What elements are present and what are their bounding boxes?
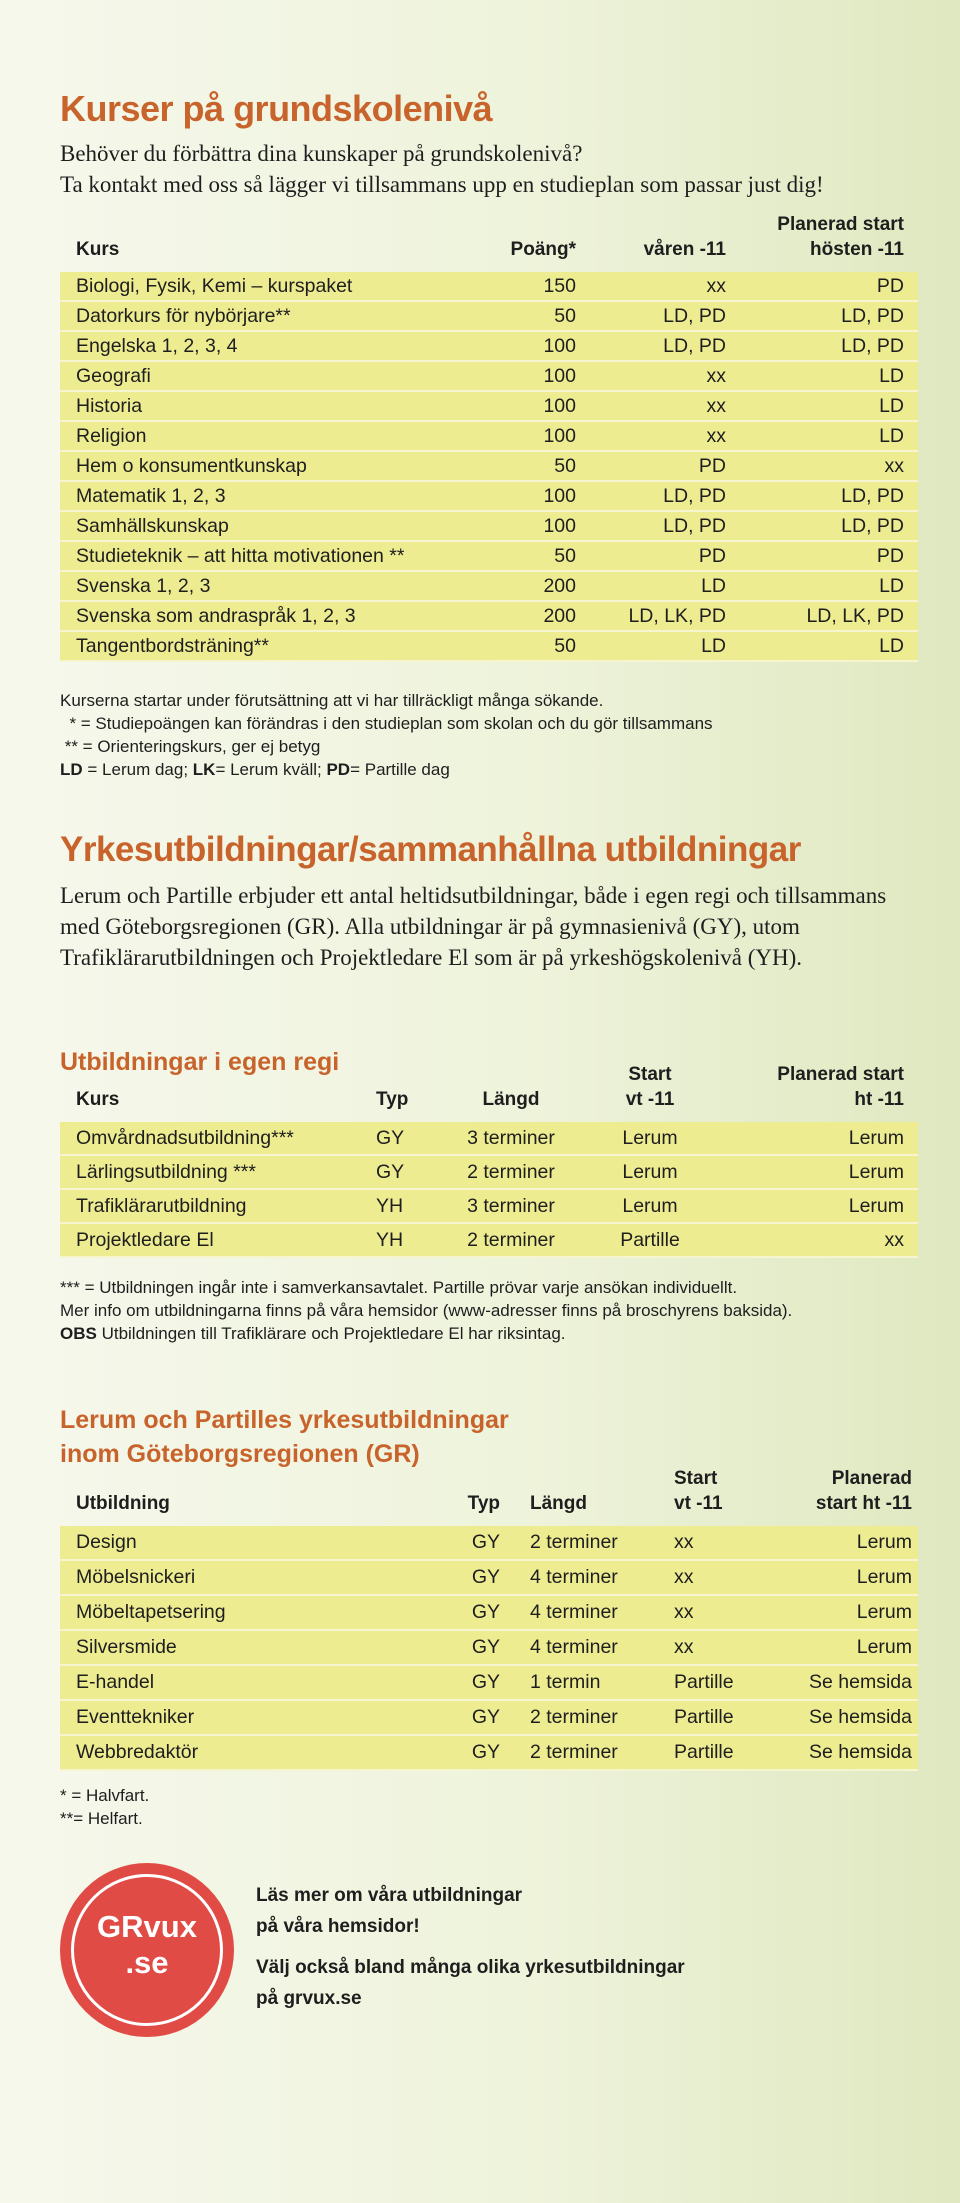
table-header-row [60,1062,918,1122]
col-header-planerad [768,1466,918,1526]
table-cell: xx [740,451,918,481]
table-cell: Tangentbordsträning** [60,631,480,661]
table-row [60,1735,918,1770]
table-cell: Eventtekniker [60,1700,444,1735]
obs-text: Utbildningen till Trafiklärare och Projektledare El har riksintag. [96,1324,566,1343]
abbr-lk: LK [192,760,216,779]
table-cell: LD [740,361,918,391]
table-row [60,301,918,331]
abbr-ld: LD [60,760,83,779]
col-header-planerad-line1: Planerad start [777,214,904,235]
section2-notes [60,1276,792,1345]
table-cell: GY [444,1526,514,1560]
section2-subtitle: Utbildningar i egen regi [60,1048,340,1076]
col-header-start-line2: vt -11 [625,1089,675,1110]
grvux-logo[interactable] [60,1863,234,2037]
table-cell: PD [740,272,918,301]
section1-notes [60,689,713,781]
table-cell: xx [658,1630,768,1665]
col-header-start-line1: Start [674,1468,718,1489]
table-cell: xx [718,1223,918,1257]
table-cell: Se hemsida [768,1665,918,1700]
col-header-utbildning: Utbildning [76,1493,170,1514]
table-cell: LD, PD [740,511,918,541]
col-header-kurs: Kurs [76,239,120,260]
table-cell: 100 [480,421,590,451]
note-orientering: ** = Orienteringskurs, ger ej betyg [60,737,321,756]
col-header-langd: Längd [482,1089,540,1110]
table-row [60,1560,918,1595]
promo-line2: på våra hemsidor! [256,1916,420,1937]
table-cell: Lerum [768,1595,918,1630]
table-cell: Engelska 1, 2, 3, 4 [60,331,480,361]
table-cell: Religion [60,421,480,451]
table-cell: YH [360,1223,440,1257]
table-cell: xx [658,1560,768,1595]
table-cell: Möbelsnickeri [60,1560,444,1595]
table-cell: LD [740,571,918,601]
table-cell: Matematik 1, 2, 3 [60,481,480,511]
table-cell: 200 [480,601,590,631]
abbr-pd: PD [326,760,351,779]
table-cell: 2 terminer [514,1526,658,1560]
col-header-planerad-line2: hösten -11 [810,239,904,260]
table-cell: 50 [480,631,590,661]
table-cell: LD [740,391,918,421]
table-cell: Hem o konsumentkunskap [60,451,480,481]
table-cell: Svenska 1, 2, 3 [60,571,480,601]
table-cell: LD, PD [590,511,740,541]
col-header-langd: Längd [530,1493,587,1514]
table-cell: Lerum [580,1155,718,1189]
col-header-varen: våren -11 [643,239,726,260]
table-cell: 100 [480,331,590,361]
table-cell: Datorkurs för nybörjare** [60,301,480,331]
table-cell: 4 terminer [514,1560,658,1595]
table-cell: Möbeltapetsering [60,1595,444,1630]
table-cell: Studieteknik – att hitta motivationen ** [60,541,480,571]
col-header-start-line2: vt -11 [674,1493,723,1514]
note-helfart: **= Helfart. [60,1809,143,1828]
table-cell: xx [590,391,740,421]
table-cell: Silversmide [60,1630,444,1665]
table-cell: LD, PD [590,301,740,331]
table-cell: PD [590,451,740,481]
section1-title: Kurser på grundskolenivå [60,88,493,129]
table-cell: YH [360,1189,440,1223]
table-cell: GY [444,1735,514,1770]
grundskola-course-table [60,212,918,662]
table-cell: 100 [480,511,590,541]
table-cell: Lerum [768,1526,918,1560]
table-row [60,481,918,511]
table-cell: Partille [658,1665,768,1700]
table-cell: xx [658,1595,768,1630]
note-studiepoang: * = Studiepoängen kan förändras i den studieplan som skolan och du gör tillsammans [60,714,713,733]
promo-line1: Läs mer om våra utbildningar [256,1885,523,1906]
table-cell: 3 terminer [440,1189,580,1223]
table-cell: 100 [480,391,590,421]
table-cell: 4 terminer [514,1595,658,1630]
col-header-planerad-line1: Planerad start [777,1064,904,1085]
table-cell: xx [590,272,740,301]
table-cell: PD [740,541,918,571]
col-header-kurs: Kurs [76,1089,120,1110]
table-row [60,1526,918,1560]
col-header-planerad [740,212,918,272]
table-cell: 50 [480,451,590,481]
abbr-ld-text: = Lerum dag; [82,760,193,779]
table-cell: Se hemsida [768,1700,918,1735]
table-row [60,511,918,541]
table-cell: 150 [480,272,590,301]
section1-intro [60,138,824,200]
table-cell: Geografi [60,361,480,391]
table-cell: LD, PD [590,331,740,361]
section3-title-line2: inom Göteborgsregionen (GR) [60,1440,420,1468]
table-cell: Historia [60,391,480,421]
table-row [60,1122,918,1155]
table-cell: Design [60,1526,444,1560]
table-cell: GY [444,1700,514,1735]
table-cell: GY [444,1560,514,1595]
col-header-planerad-line2: ht -11 [854,1089,904,1110]
table-cell: LD, PD [590,481,740,511]
table-cell: Trafiklärarutbildning [60,1189,360,1223]
section2-title: Yrkesutbildningar/sammanhållna utbildningar [60,830,801,869]
section1-intro-line2: Ta kontakt med oss så lägger vi tillsammans upp en studieplan som passar just dig! [60,172,824,197]
table-cell: LD, PD [740,301,918,331]
grundskola-course-rows [60,272,918,661]
table-row [60,1595,918,1630]
note-samverkansavtal: *** = Utbildningen ingår inte i samverkansavtalet. Partille prövar varje ansökan individuellt. [60,1278,738,1297]
table-cell: Lerum [718,1189,918,1223]
col-header-poang: Poäng* [510,239,576,260]
table-cell: LD, PD [740,331,918,361]
col-header-typ: Typ [376,1089,409,1110]
table-cell: Omvårdnadsutbildning*** [60,1122,360,1155]
table-row [60,361,918,391]
table-cell: LD [740,631,918,661]
table-cell: 1 termin [514,1665,658,1700]
table-cell: 3 terminer [440,1122,580,1155]
logo-line2: .se [125,1945,169,1980]
table-cell: Lerum [768,1560,918,1595]
section3-title [60,1403,509,1471]
note-mer-info: Mer info om utbildningarna finns på våra hemsidor (www-adresser finns på broschyrens baksida). [60,1301,793,1320]
table-row [60,1665,918,1700]
table-row [60,631,918,661]
table-row [60,541,918,571]
table-cell: Se hemsida [768,1735,918,1770]
table-cell: 100 [480,481,590,511]
section1-intro-line1: Behöver du förbättra dina kunskaper på grundskolenivå? [60,141,583,166]
table-row [60,1223,918,1257]
table-cell: LD, PD [740,481,918,511]
note-halvfart: * = Halvfart. [60,1786,150,1805]
table-cell: GY [444,1595,514,1630]
table-cell: 200 [480,571,590,601]
table-cell: LD [590,631,740,661]
table-cell: Lerum [718,1155,918,1189]
table-cell: 2 terminer [440,1223,580,1257]
table-cell: LD, LK, PD [590,601,740,631]
table-cell: 2 terminer [514,1700,658,1735]
table-cell: Samhällskunskap [60,511,480,541]
table-cell: PD [590,541,740,571]
table-row [60,571,918,601]
table-cell: LD [590,571,740,601]
table-cell: Lerum [768,1630,918,1665]
col-header-planerad [718,1062,918,1122]
table-cell: xx [658,1526,768,1560]
table-cell: Lärlingsutbildning *** [60,1155,360,1189]
promo-line3: Välj också bland många olika yrkesutbildningar [256,1957,685,1978]
table-cell: Webbredaktör [60,1735,444,1770]
table-row [60,331,918,361]
table-cell: Partille [658,1700,768,1735]
table-cell: 2 terminer [514,1735,658,1770]
col-header-planerad-line2: start ht -11 [815,1493,912,1514]
gr-table [60,1466,918,1771]
table-row [60,1189,918,1223]
table-cell: GY [360,1122,440,1155]
logo-text [60,1909,234,1981]
table-cell: 2 terminer [440,1155,580,1189]
table-cell: 50 [480,541,590,571]
col-header-planerad-line1: Planerad [831,1468,912,1489]
table-cell: Lerum [580,1122,718,1155]
table-cell: Partille [658,1735,768,1770]
section3-title-line1: Lerum och Partilles yrkesutbildningar [60,1406,509,1434]
table-cell: LD [740,421,918,451]
egen-regi-table [60,1062,918,1258]
table-row [60,1155,918,1189]
table-cell: GY [360,1155,440,1189]
col-header-start [658,1466,768,1526]
table-cell: E-handel [60,1665,444,1700]
table-row [60,421,918,451]
note-riksintag [60,1322,792,1345]
logo-line1: GRvux [97,1909,197,1944]
promo-line4: på grvux.se [256,1988,362,2009]
table-row [60,272,918,301]
table-cell: Lerum [718,1122,918,1155]
table-row [60,451,918,481]
table-row [60,601,918,631]
table-cell: GY [444,1665,514,1700]
abbr-pd-text: = Partille dag [350,760,450,779]
table-row [60,1700,918,1735]
table-cell: 4 terminer [514,1630,658,1665]
section3-notes [60,1784,149,1830]
gr-rows [60,1526,918,1770]
table-cell: xx [590,361,740,391]
note-abbreviations [60,758,713,781]
table-cell: Biologi, Fysik, Kemi – kurspaket [60,272,480,301]
promo-text [256,1880,685,2014]
col-header-start-line1: Start [628,1064,672,1085]
section2-intro: Lerum och Partille erbjuder ett antal heltidsutbildningar, både i egen regi och tillsammans med Göteborgsregionen (GR). Alla utbildningar är på gymnasienivå (GY), utom Trafiklärarutbildningen och Projektledare El som är på yrkeshögskolenivå (YH). [60,883,887,970]
abbr-lk-text: = Lerum kväll; [215,760,327,779]
table-cell: Svenska som andraspråk 1, 2, 3 [60,601,480,631]
table-cell: 50 [480,301,590,331]
table-cell: LD, LK, PD [740,601,918,631]
table-header-row [60,1466,918,1526]
obs-label: OBS [60,1324,97,1343]
table-row [60,1630,918,1665]
table-header-row [60,212,918,272]
note-start-condition: Kurserna startar under förutsättning att vi har tillräckligt många sökande. [60,691,604,710]
table-cell: Lerum [580,1189,718,1223]
table-cell: Projektledare El [60,1223,360,1257]
table-cell: xx [590,421,740,451]
table-row [60,391,918,421]
col-header-start [580,1062,718,1122]
table-cell: GY [444,1630,514,1665]
table-cell: 100 [480,361,590,391]
egen-regi-rows [60,1122,918,1257]
col-header-typ: Typ [467,1493,500,1514]
table-cell: Partille [580,1223,718,1257]
